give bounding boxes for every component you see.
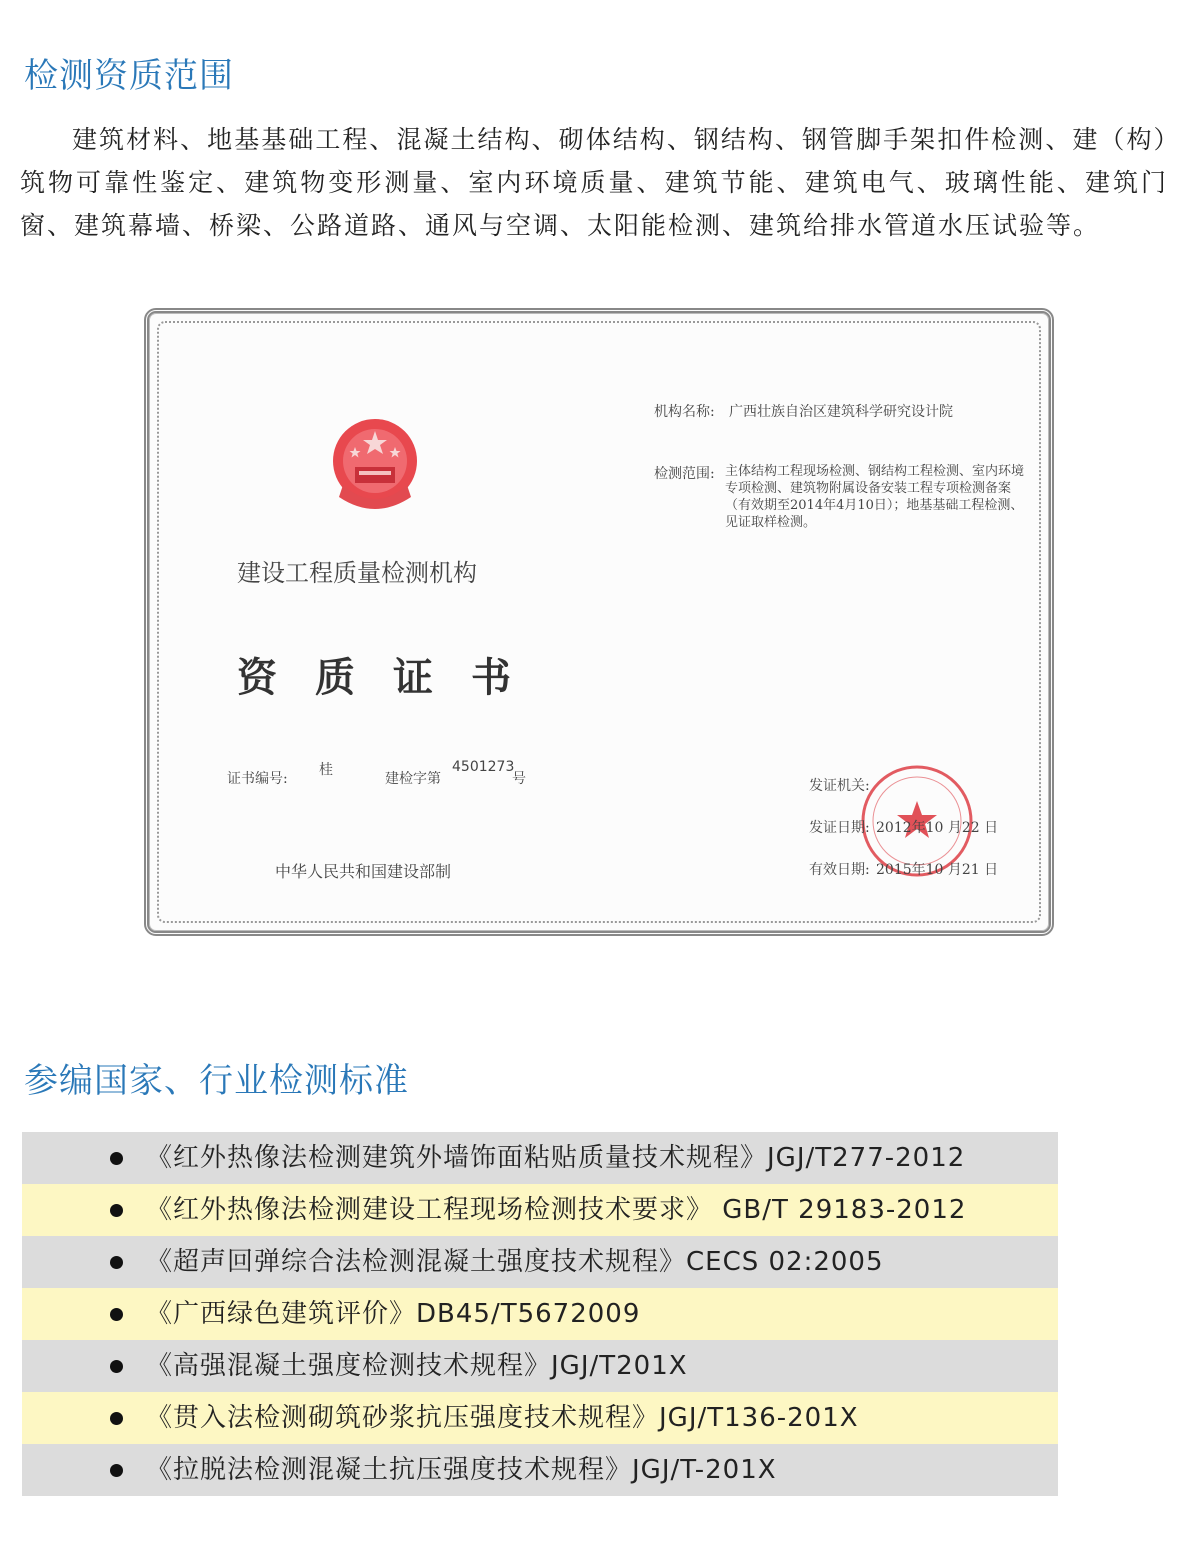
cert-no-suffix: 号 [512, 771, 526, 787]
cert-no-number: 4501273 [452, 759, 515, 775]
certificate-title: 资质证书 [237, 654, 549, 701]
bullet-icon [110, 1152, 123, 1165]
cert-no-prefix: 桂 [319, 762, 333, 778]
standard-title: 《广西绿色建筑评价》DB45/T5672009 [146, 1299, 641, 1329]
bullet-icon [110, 1464, 123, 1477]
scope-value: 主体结构工程现场检测、钢结构工程检测、室内环境专项检测、建筑物附属设备安装工程专项检测备案（有效期至2014年4月10日）；地基基础工程检测、见证取样检测。 [725, 464, 1025, 530]
qualification-scope-paragraph: 建筑材料、地基基础工程、混凝土结构、砌体结构、钢结构、钢管脚手架扣件检测、建（构）筑物可靠性鉴定、建筑物变形测量、室内环境质量、建筑节能、建筑电气、玻璃性能、建筑门窗、建筑幕墙、桥梁、公路道路、通风与空调、太阳能检测、建筑给排水管道水压试验等。 [20, 125, 1168, 240]
qualification-certificate [144, 308, 1054, 936]
national-emblem-icon [325, 413, 425, 523]
list-item [22, 1444, 1058, 1496]
bullet-icon [110, 1256, 123, 1269]
list-item [22, 1184, 1058, 1236]
valid-date-value: 2015年10 月21 日 [876, 862, 999, 878]
valid-date-label: 有效日期: [809, 862, 870, 878]
bullet-icon [110, 1412, 123, 1425]
bullet-icon [110, 1204, 123, 1217]
bullet-icon [110, 1360, 123, 1373]
standards-list [22, 1132, 1058, 1496]
standard-title: 《贯入法检测砌筑砂浆抗压强度技术规程》JGJ/T136-201X [146, 1403, 859, 1433]
certificate-subtitle: 建设工程质量检测机构 [237, 559, 477, 587]
issue-date-value: 2012年10 月22 日 [876, 820, 999, 836]
org-name-label: 机构名称: [654, 404, 715, 420]
issue-date-label: 发证日期: [809, 820, 870, 836]
standard-title: 《红外热像法检测建设工程现场检测技术要求》 GB/T 29183-2012 [146, 1195, 967, 1225]
cert-no-middle: 建检字第 [385, 771, 441, 787]
section-heading-qualification-scope: 检测资质范围 [24, 56, 234, 96]
list-item [22, 1392, 1058, 1444]
certificate-footer: 中华人民共和国建设部制 [275, 862, 452, 881]
bullet-icon [110, 1308, 123, 1321]
org-name-value: 广西壮族自治区建筑科学研究设计院 [729, 404, 953, 420]
list-item [22, 1132, 1058, 1184]
list-item [22, 1288, 1058, 1340]
standard-title: 《高强混凝土强度检测技术规程》JGJ/T201X [146, 1351, 688, 1381]
scope-label: 检测范围: [654, 466, 715, 482]
list-item [22, 1340, 1058, 1392]
cert-no-label: 证书编号: [227, 771, 288, 787]
standard-title: 《红外热像法检测建筑外墙饰面粘贴质量技术规程》JGJ/T277-2012 [146, 1143, 966, 1173]
issuer-label: 发证机关: [809, 778, 870, 794]
standard-title: 《拉脱法检测混凝土抗压强度技术规程》JGJ/T-201X [146, 1455, 777, 1485]
list-item [22, 1236, 1058, 1288]
standard-title: 《超声回弹综合法检测混凝土强度技术规程》CECS 02:2005 [146, 1247, 884, 1277]
section-heading-standards: 参编国家、行业检测标准 [24, 1061, 409, 1101]
